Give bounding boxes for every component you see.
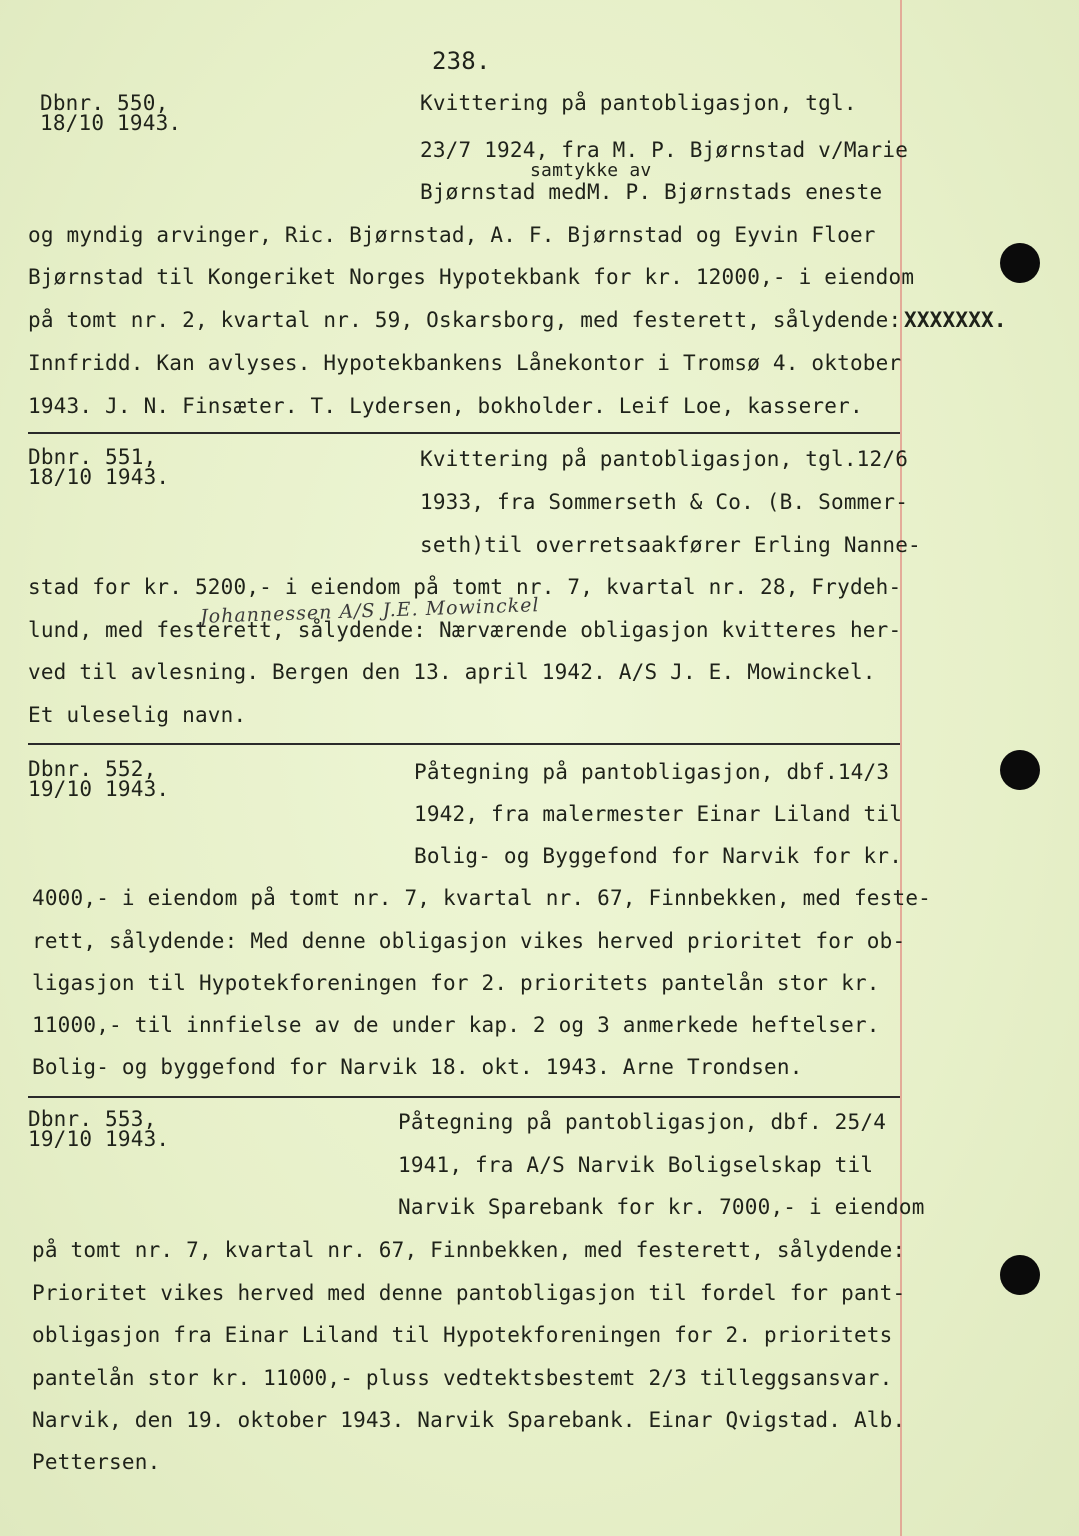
entry-text-line: Innfridd. Kan avlyses. Hypotekbankens Lånekontor i Tromsø 4. oktober xyxy=(28,351,902,375)
entry-text-line: 11000,- til innfielse av de under kap. 2 og 3 anmerkede heftelser. xyxy=(32,1013,880,1037)
entry-ref-number: Dbnr. 553, xyxy=(28,1107,157,1131)
entry-text-line: 1941, fra A/S Narvik Boligselskap til xyxy=(398,1153,874,1177)
entry-text-line: Kvittering på pantobligasjon, tgl. xyxy=(420,91,857,115)
entry-divider xyxy=(28,432,900,434)
entry-text-line: ligasjon til Hypotekforeningen for 2. prioritets pantelån stor kr. xyxy=(32,971,880,995)
entry-text-line: Narvik, den 19. oktober 1943. Narvik Sparebank. Einar Qvigstad. Alb. xyxy=(32,1408,906,1432)
entry-text-line: Et uleselig navn. xyxy=(28,703,247,727)
struck-text: XXXXXXX. xyxy=(904,308,1007,332)
handwritten-signature: Johannessen A/S J.E. Mowinckel xyxy=(199,594,540,628)
entry-text-line: samtykke av xyxy=(530,160,652,181)
entry-text-line: Narvik Sparebank for kr. 7000,- i eiendom xyxy=(398,1195,925,1219)
entry-ref-number: Dbnr. 550, xyxy=(40,91,169,115)
entry-text-line: Kvittering på pantobligasjon, tgl.12/6 xyxy=(420,447,909,471)
entry-text-line: 1933, fra Sommerseth & Co. (B. Sommer- xyxy=(420,490,909,514)
entry-text-line: Påtegning på pantobligasjon, dbf. 25/4 xyxy=(398,1110,887,1134)
entry-text-line: 23/7 1924, fra M. P. Bjørnstad v/Marie xyxy=(420,138,909,162)
entry-text-line: lund, med festerett, sålydende: Nærværende obligasjon kvitteres her- xyxy=(28,618,902,642)
entry-text-line: rett, sålydende: Med denne obligasjon vikes herved prioritet for ob- xyxy=(32,929,906,953)
entry-text-line: 1943. J. N. Finsæter. T. Lydersen, bokholder. Leif Loe, kasserer. xyxy=(28,394,863,418)
entry-text-line: Bjørnstad medM. P. Bjørnstads eneste xyxy=(420,180,883,204)
entry-text-line: 4000,- i eiendom på tomt nr. 7, kvartal nr. 67, Finnbekken, med feste- xyxy=(32,886,932,910)
punch-hole xyxy=(1000,1255,1040,1295)
entry-text-line: Bolig- og Byggefond for Narvik for kr. xyxy=(414,844,903,868)
entry-text-line: Prioritet vikes herved med denne pantobligasjon til fordel for pant- xyxy=(32,1281,906,1305)
entry-text-line: på tomt nr. 2, kvartal nr. 59, Oskarsborg, med festerett, sålydende: xyxy=(28,308,902,332)
entry-text-line: seth)til overretsaakfører Erling Nanne- xyxy=(420,533,921,557)
entry-text-line: Pettersen. xyxy=(32,1450,161,1474)
punch-hole xyxy=(1000,243,1040,283)
entry-divider xyxy=(28,743,900,745)
entry-ref-date: 18/10 1943. xyxy=(40,111,182,135)
entry-text-line: på tomt nr. 7, kvartal nr. 67, Finnbekken, med festerett, sålydende: xyxy=(32,1238,906,1262)
entry-ref-date: 19/10 1943. xyxy=(28,1127,170,1151)
entry-ref-date: 19/10 1943. xyxy=(28,777,170,801)
entry-divider xyxy=(28,1096,900,1098)
entry-text-line: Påtegning på pantobligasjon, dbf.14/3 xyxy=(414,760,890,784)
entry-text-line: ved til avlesning. Bergen den 13. april 1942. A/S J. E. Mowinckel. xyxy=(28,660,876,684)
entry-text-line: pantelån stor kr. 11000,- pluss vedtektsbestemt 2/3 tilleggsansvar. xyxy=(32,1366,893,1390)
punch-hole xyxy=(1000,750,1040,790)
entry-text-line: Bolig- og byggefond for Narvik 18. okt. 1943. Arne Trondsen. xyxy=(32,1055,803,1079)
entry-text-line: obligasjon fra Einar Liland til Hypotekforeningen for 2. prioritets xyxy=(32,1323,893,1347)
entry-text-line: stad for kr. 5200,- i eiendom på tomt nr. 7, kvartal nr. 28, Frydeh- xyxy=(28,575,902,599)
entry-ref-number: Dbnr. 551, xyxy=(28,445,157,469)
entry-ref-date: 18/10 1943. xyxy=(28,465,170,489)
entry-text-line: 1942, fra malermester Einar Liland til xyxy=(414,802,903,826)
page-number: 238. xyxy=(432,47,491,75)
entry-text-line: Bjørnstad til Kongeriket Norges Hypotekbank for kr. 12000,- i eiendom xyxy=(28,265,915,289)
entry-ref-number: Dbnr. 552, xyxy=(28,757,157,781)
entry-text-line: og myndig arvinger, Ric. Bjørnstad, A. F. Bjørnstad og Eyvin Floer xyxy=(28,223,876,247)
